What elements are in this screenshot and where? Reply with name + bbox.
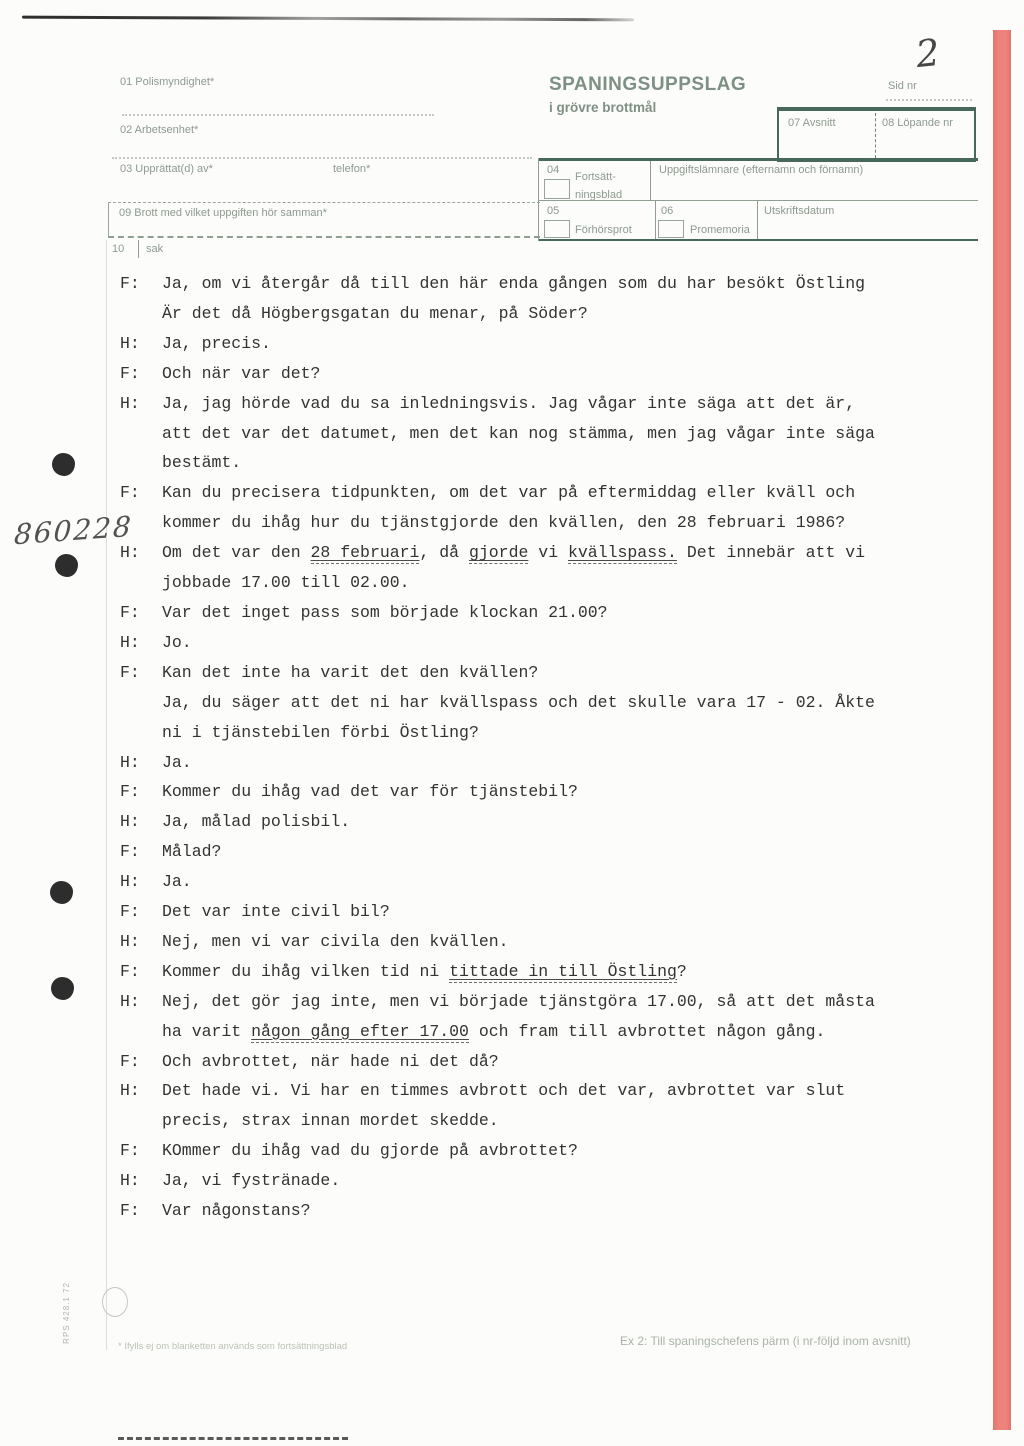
form-subtitle: i grövre brottmål bbox=[549, 100, 657, 115]
line-text: Ja, målad polisbil. bbox=[162, 812, 351, 832]
line-text: att det var det datumet, men det kan nog stämma, men jag vågar inte säga bbox=[162, 423, 875, 443]
line-text: Ja, vi fystränade. bbox=[162, 1171, 341, 1191]
line-text: Var någonstans? bbox=[162, 1201, 311, 1221]
field-label-lopande-nr: 08 Löpande nr bbox=[882, 117, 953, 129]
field-label-telefon: telefon* bbox=[333, 163, 371, 175]
fill-line bbox=[886, 99, 972, 101]
speaker-label: H: bbox=[120, 752, 140, 772]
line-text: Ja, precis. bbox=[162, 333, 271, 353]
line-text: Kommer du ihåg vad det var för tjänstebil? bbox=[162, 782, 578, 802]
field-label-ningsblad: ningsblad bbox=[575, 189, 623, 201]
transcript-line bbox=[120, 1106, 950, 1136]
speaker-label: F: bbox=[120, 662, 140, 682]
underlined-text: någon gång efter 17.00 bbox=[251, 1021, 469, 1041]
faint-circle-mark bbox=[102, 1287, 128, 1317]
line-text: ni i tjänstebilen förbi Östling? bbox=[162, 722, 479, 742]
line-text: Ja, du säger att det ni har kvällspass och det skulle vara 17 - 02. Åkte bbox=[162, 692, 875, 712]
transcript-line bbox=[120, 269, 950, 299]
underlined-text: gjorde bbox=[468, 543, 529, 563]
field-label-forhorsprot: Förhörsprot bbox=[575, 224, 632, 236]
speaker-label: F: bbox=[120, 782, 140, 802]
field-label-04: 04 bbox=[547, 164, 560, 176]
punch-hole-dot bbox=[51, 977, 74, 1000]
line-text: Och avbrottet, när hade ni det då? bbox=[162, 1051, 499, 1071]
transcript-line bbox=[120, 1076, 950, 1106]
transcript-line bbox=[120, 478, 950, 508]
transcript-line bbox=[120, 1017, 950, 1047]
speaker-label: F: bbox=[120, 842, 140, 862]
red-edge-stripe bbox=[993, 30, 1011, 1430]
underlined-text: 28 februari bbox=[310, 543, 420, 563]
speaker-label: F: bbox=[120, 902, 140, 922]
fill-line bbox=[112, 157, 532, 159]
line-text: Är det då Högbergsgatan du menar, på Söder? bbox=[162, 303, 588, 323]
underlined-text: tittade in till Östling bbox=[449, 961, 677, 981]
line-text: KOmmer du ihåg vad du gjorde på avbrottet? bbox=[162, 1141, 578, 1161]
transcript-line bbox=[120, 748, 950, 778]
transcript-line bbox=[120, 1047, 950, 1077]
transcript-line bbox=[120, 897, 950, 927]
speaker-label: H: bbox=[120, 872, 140, 892]
transcript-line bbox=[120, 598, 950, 628]
transcript-line bbox=[120, 538, 950, 568]
handwritten-margin-date: 860228 bbox=[13, 509, 134, 552]
speaker-label: F: bbox=[120, 363, 140, 383]
line-text: precis, strax innan mordet skedde. bbox=[162, 1111, 499, 1131]
speaker-label: H: bbox=[120, 543, 140, 563]
checkbox-fortsattningsblad bbox=[544, 179, 570, 199]
speaker-label: H: bbox=[120, 333, 140, 353]
field-label-10: 10 bbox=[112, 243, 125, 255]
checkbox-promemoria bbox=[658, 220, 684, 238]
transcript-line bbox=[120, 448, 950, 478]
line-text: ha varit någon gång efter 17.00 och fram till avbrottet någon gång. bbox=[162, 1021, 826, 1041]
form-code-vertical: RPS 428.1 72 bbox=[62, 1282, 71, 1344]
transcript-line bbox=[120, 777, 950, 807]
transcript-line bbox=[120, 508, 950, 538]
speaker-label: H: bbox=[120, 931, 140, 951]
speaker-label: F: bbox=[120, 1201, 140, 1221]
punch-hole-dot bbox=[50, 881, 73, 904]
avsnitt-lopande-box bbox=[777, 107, 976, 162]
line-text: Ja. bbox=[162, 872, 192, 892]
field-label-sak: sak bbox=[146, 243, 164, 255]
line-text: Ja, jag hörde vad du sa inledningsvis. Jag vågar inte säga att det är, bbox=[162, 393, 856, 413]
bottom-torn-line bbox=[118, 1437, 348, 1440]
field-label-avsnitt: 07 Avsnitt bbox=[788, 117, 836, 129]
line-text: Ja, om vi återgår då till den här enda gången som du har besökt Östling bbox=[162, 274, 866, 293]
transcript-line bbox=[120, 807, 950, 837]
speaker-label: F: bbox=[120, 602, 140, 622]
transcript-line bbox=[120, 419, 950, 449]
speaker-label: H: bbox=[120, 991, 140, 1011]
transcript-line bbox=[120, 957, 950, 987]
field-label-promemoria: Promemoria bbox=[690, 224, 750, 236]
field-label-05: 05 bbox=[547, 205, 560, 217]
transcript-line bbox=[120, 359, 950, 389]
fill-line bbox=[122, 114, 434, 116]
transcript-line bbox=[120, 688, 950, 718]
line-text: Kan det inte ha varit det den kvällen? bbox=[162, 662, 539, 682]
speaker-label: H: bbox=[120, 632, 140, 652]
transcript-line bbox=[120, 568, 950, 598]
transcript-line bbox=[120, 658, 950, 688]
field-label-brott: 09 Brott med vilket uppgiften hör samman* bbox=[119, 207, 327, 219]
transcript-line bbox=[120, 837, 950, 867]
table-border bbox=[538, 239, 978, 241]
footer-footnote: * Ifylls ej om blanketten används som fortsättningsblad bbox=[118, 1341, 348, 1352]
table-border bbox=[538, 158, 539, 241]
punch-hole-dot bbox=[55, 554, 78, 577]
line-text: Jo. bbox=[162, 632, 192, 652]
field-label-sidnr: Sid nr bbox=[888, 80, 917, 92]
table-border bbox=[538, 158, 978, 161]
speaker-label: F: bbox=[120, 483, 140, 503]
transcript-line bbox=[120, 628, 950, 658]
form-title: SPANINGSUPPSLAG bbox=[549, 74, 747, 95]
transcript-line bbox=[120, 987, 950, 1017]
line-text: Kan du precisera tidpunkten, om det var på eftermiddag eller kväll och bbox=[162, 483, 856, 503]
table-border bbox=[655, 201, 656, 239]
field-label-polismyndighet: 01 Polismyndighet* bbox=[120, 76, 215, 88]
transcript bbox=[120, 269, 950, 1226]
speaker-label: H: bbox=[120, 1081, 140, 1101]
transcript-line bbox=[120, 718, 950, 748]
field-label-upprattat-av: 03 Upprättat(d) av* bbox=[120, 163, 213, 175]
field-box-brott bbox=[108, 202, 540, 238]
torn-edge-line bbox=[22, 16, 634, 22]
line-text: Nej, det gör jag inte, men vi började tjänstgöra 17.00, så att det måsta bbox=[162, 991, 875, 1011]
transcript-line bbox=[120, 299, 950, 329]
field-label-06: 06 bbox=[661, 205, 674, 217]
field-label-uppgiftslamnare: Uppgiftslämnare (efternamn och förnamn) bbox=[659, 164, 864, 176]
line-text: bestämt. bbox=[162, 453, 242, 473]
line-text: Om det var den 28 februari, då gjorde vi kvällspass. Det innebär att vi bbox=[162, 543, 866, 563]
speaker-label: F: bbox=[120, 274, 140, 293]
footer-distribution-note: Ex 2: Till spaningschefens pärm (i nr-följd inom avsnitt) bbox=[620, 1334, 911, 1348]
transcript-line bbox=[120, 927, 950, 957]
speaker-label: H: bbox=[120, 393, 140, 413]
line-text: Det var inte civil bil? bbox=[162, 902, 390, 922]
speaker-label: H: bbox=[120, 812, 140, 832]
line-text: Ja. bbox=[162, 752, 192, 772]
divider bbox=[138, 240, 139, 258]
line-text: Nej, men vi var civila den kvällen. bbox=[162, 931, 509, 951]
speaker-label: F: bbox=[120, 1141, 140, 1161]
line-text: kommer du ihåg hur du tjänstgjorde den kvällen, den 28 februari 1986? bbox=[162, 513, 846, 533]
punch-hole-dot bbox=[52, 453, 75, 476]
field-label-utskriftsdatum: Utskriftsdatum bbox=[764, 205, 835, 217]
line-text: jobbade 17.00 till 02.00. bbox=[162, 573, 410, 593]
table-border bbox=[757, 201, 758, 239]
line-text: Och när var det? bbox=[162, 363, 321, 383]
transcript-line bbox=[120, 389, 950, 419]
transcript-line bbox=[120, 867, 950, 897]
field-label-fortsatt: Fortsätt- bbox=[575, 171, 616, 183]
speaker-label: F: bbox=[120, 1051, 140, 1071]
line-text: Det hade vi. Vi har en timmes avbrott och det var, avbrottet var slut bbox=[162, 1081, 846, 1101]
line-text: Var det inget pass som började klockan 21.00? bbox=[162, 602, 608, 622]
underlined-text: kvällspass. bbox=[568, 543, 677, 563]
divider bbox=[875, 113, 876, 158]
checkbox-forhorsprot bbox=[544, 220, 570, 238]
transcript-line bbox=[120, 329, 950, 359]
line-text: Kommer du ihåg vilken tid ni tittade in till Östling? bbox=[162, 961, 687, 981]
speaker-label: H: bbox=[120, 1171, 140, 1191]
left-margin-line bbox=[106, 240, 107, 1350]
transcript-line bbox=[120, 1166, 950, 1196]
speaker-label: F: bbox=[120, 961, 140, 981]
table-border bbox=[650, 161, 651, 200]
transcript-line bbox=[120, 1196, 950, 1226]
transcript-line bbox=[120, 1136, 950, 1166]
line-text: Målad? bbox=[162, 842, 222, 862]
field-label-arbetsenhet: 02 Arbetsenhet* bbox=[120, 124, 199, 136]
handwritten-page-number: 2 bbox=[913, 30, 942, 77]
